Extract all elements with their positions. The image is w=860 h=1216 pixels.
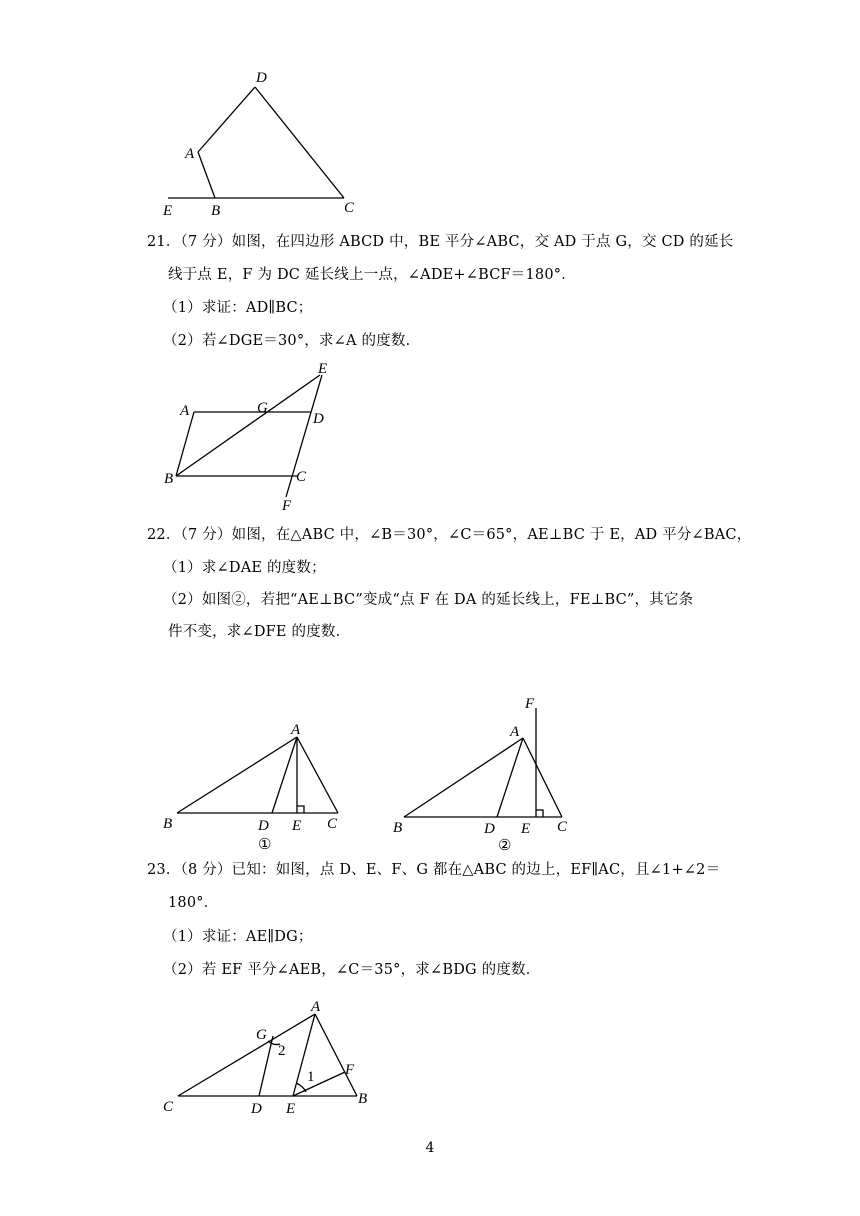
label-e: E [292, 818, 302, 834]
q22-stem-line1: 22．（7 分）如图，在△ABC 中，∠B＝30°，∠C＝65°，AE⊥BC 于 E，AD 平分∠BAC， [147, 527, 752, 543]
label-a: A [185, 146, 195, 162]
caption-2: ② [498, 838, 512, 854]
q21-stem-line1: 21．（7 分）如图，在四边形 ABCD 中，BE 平分∠ABC，交 AD 于点 G，交 CD 的延长 [147, 234, 734, 250]
label-a: A [510, 724, 520, 740]
label-c: C [344, 200, 355, 216]
label-a: A [291, 722, 301, 738]
page-number: 4 [425, 1140, 435, 1156]
label-c: C [296, 469, 307, 485]
label-b: B [164, 471, 174, 487]
q21-part1: （1）求证：AD∥BC； [163, 300, 313, 316]
label-b: B [393, 820, 403, 836]
label-d: D [258, 818, 269, 834]
q23-stem-line1: 23．（8 分）已知：如图，点 D、E、F、G 都在△ABC 的边上，EF∥AC，且∠1+∠2＝ [147, 862, 721, 878]
label-f: F [282, 498, 292, 514]
label-c: C [163, 1099, 174, 1115]
label-d: D [484, 821, 495, 837]
label-d: D [251, 1101, 262, 1117]
label-g: G [256, 1027, 267, 1043]
label-b: B [163, 816, 173, 832]
label-c: C [327, 816, 338, 832]
label-b: B [211, 203, 221, 219]
label-f: F [525, 696, 535, 712]
label-e: E [286, 1101, 296, 1117]
label-f: F [345, 1062, 355, 1078]
q21-stem-line2: 线于点 E，F 为 DC 延长线上一点，∠ADE+∠BCF＝180°． [168, 267, 576, 283]
label-c: C [557, 819, 568, 835]
q23-stem-line2: 180°． [168, 895, 219, 911]
angle-1-arc [296, 1083, 306, 1092]
label-g: G [257, 400, 268, 416]
label-1: 1 [307, 1069, 315, 1085]
q21-part2: （2）若∠DGE＝30°，求∠A 的度数． [163, 333, 421, 349]
label-d: D [256, 70, 267, 86]
q23-part1: （1）求证：AE∥DG； [163, 929, 313, 945]
label-d: D [313, 411, 324, 427]
label-2: 2 [278, 1043, 286, 1059]
label-e: E [318, 361, 328, 377]
q23-part2: （2）若 EF 平分∠AEB，∠C＝35°，求∠BDG 的度数． [163, 962, 541, 978]
label-a: A [180, 403, 190, 419]
label-b: B [358, 1091, 368, 1107]
label-e: E [521, 821, 531, 837]
q22-part2-line1: （2）如图②，若把“AE⊥BC”变成“点 F 在 DA 的延长线上，FE⊥BC”，其它条 [163, 592, 694, 608]
label-a: A [311, 999, 321, 1015]
label-e: E [163, 203, 173, 219]
caption-1: ① [258, 837, 272, 853]
q22-part2-line2: 件不变，求∠DFE 的度数． [168, 624, 351, 640]
q22-part1: （1）求∠DAE 的度数； [163, 560, 326, 576]
